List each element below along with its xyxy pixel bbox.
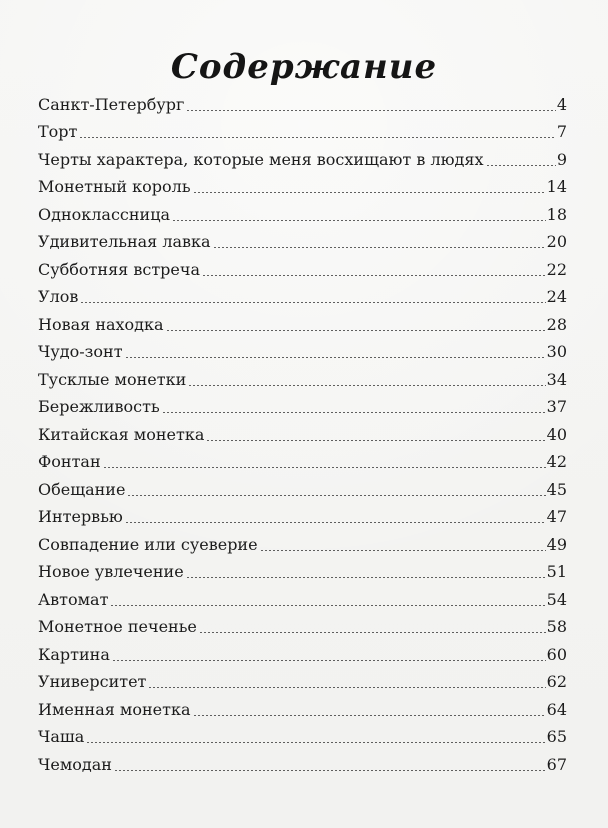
toc-entry xyxy=(38,142,567,170)
page-number: 42 xyxy=(546,452,567,471)
toc-entry xyxy=(38,692,567,720)
entry-title: Субботняя встреча xyxy=(38,259,200,279)
toc-entry xyxy=(38,720,567,748)
page-number: 64 xyxy=(546,699,567,719)
toc-list xyxy=(38,87,567,775)
entry-title: Новое увлечение xyxy=(38,562,184,581)
entry-title: Тусклые монетки xyxy=(38,369,187,389)
entry-title: Интервью xyxy=(38,507,123,526)
toc-entry xyxy=(38,445,567,473)
entry-title: Совпадение или суеверие xyxy=(38,534,258,554)
toc-entry xyxy=(38,307,567,335)
dot-leader xyxy=(193,192,546,193)
toc-entry xyxy=(38,225,567,253)
dot-leader xyxy=(193,715,546,716)
toc-entry xyxy=(38,170,567,198)
entry-title: Чемодан xyxy=(38,754,112,774)
dot-leader xyxy=(166,330,546,331)
page-number: 9 xyxy=(556,149,567,169)
page-number: 47 xyxy=(546,507,567,526)
entry-title: Бережливость xyxy=(38,397,160,416)
entry-title: Обещание xyxy=(38,479,126,499)
dot-leader xyxy=(79,137,555,138)
entry-title: Одноклассница xyxy=(38,204,171,224)
toc-entry xyxy=(38,252,567,280)
page-number: 51 xyxy=(546,562,567,581)
page-number: 58 xyxy=(546,617,567,636)
toc-entry xyxy=(38,610,567,638)
dot-leader xyxy=(112,660,546,661)
dot-leader xyxy=(172,220,546,221)
entry-title: Фонтан xyxy=(38,452,101,471)
dot-leader xyxy=(199,632,546,633)
page-number: 40 xyxy=(546,424,567,444)
page-number: 34 xyxy=(546,369,567,389)
entry-title: Монетный король xyxy=(38,177,191,196)
entry-title: Монетное печенье xyxy=(38,617,197,636)
page-number: 14 xyxy=(546,177,567,196)
page-title: Содержание xyxy=(170,46,438,87)
dot-leader xyxy=(110,605,545,606)
dot-leader xyxy=(213,247,546,248)
page-number: 62 xyxy=(546,672,567,691)
dot-leader xyxy=(148,687,545,688)
dot-leader xyxy=(186,577,546,578)
page-number: 65 xyxy=(546,727,567,746)
page-number: 67 xyxy=(546,754,567,774)
dot-leader xyxy=(186,110,555,111)
dot-leader xyxy=(125,357,546,358)
page-number: 45 xyxy=(546,479,567,499)
entry-title: Торт xyxy=(38,122,78,141)
dot-leader xyxy=(486,165,556,166)
toc-entry xyxy=(38,500,567,528)
dot-leader xyxy=(86,742,545,743)
entry-title: Чудо-зонт xyxy=(38,342,123,361)
entry-title: Санкт-Петербург xyxy=(38,94,185,114)
page-number: 4 xyxy=(556,94,567,114)
toc-entry xyxy=(38,747,567,775)
entry-title: Чаша xyxy=(38,727,85,746)
dot-leader xyxy=(80,302,545,303)
entry-title: Именная монетка xyxy=(38,699,191,719)
page-number: 54 xyxy=(546,589,567,609)
page-number: 60 xyxy=(546,644,567,664)
dot-leader xyxy=(162,412,546,413)
page-number: 37 xyxy=(546,397,567,416)
entry-title: Картина xyxy=(38,644,110,664)
entry-title: Университет xyxy=(38,672,147,691)
page-number: 28 xyxy=(546,314,567,334)
page-number: 20 xyxy=(546,232,567,251)
page-number: 24 xyxy=(546,287,567,306)
entry-title: Китайская монетка xyxy=(38,424,205,444)
dot-leader xyxy=(188,385,545,386)
toc-entry xyxy=(38,555,567,583)
entry-title: Новая находка xyxy=(38,314,164,334)
toc-entry xyxy=(38,335,567,363)
page-number: 30 xyxy=(546,342,567,361)
page-number: 49 xyxy=(546,534,567,554)
dot-leader xyxy=(260,550,546,551)
toc-entry xyxy=(38,472,567,500)
dot-leader xyxy=(127,495,545,496)
toc-entry xyxy=(38,197,567,225)
toc-entry xyxy=(38,417,567,445)
entry-title: Удивительная лавка xyxy=(38,232,211,251)
dot-leader xyxy=(114,770,546,771)
dot-leader xyxy=(202,275,546,276)
toc-entry xyxy=(38,87,567,115)
entry-title: Черты характера, которые меня восхищают в людях xyxy=(38,149,484,169)
toc-entry xyxy=(38,362,567,390)
toc-entry xyxy=(38,637,567,665)
toc-entry xyxy=(38,280,567,308)
toc-entry xyxy=(38,527,567,555)
dot-leader xyxy=(125,522,546,523)
page-number: 18 xyxy=(546,204,567,224)
toc-entry xyxy=(38,582,567,610)
dot-leader xyxy=(206,440,545,441)
entry-title: Улов xyxy=(38,287,79,306)
toc-entry xyxy=(38,115,567,143)
entry-title: Автомат xyxy=(38,589,109,609)
toc-entry xyxy=(38,665,567,693)
toc-entry xyxy=(38,390,567,418)
dot-leader xyxy=(103,467,546,468)
page-number: 7 xyxy=(556,122,567,141)
page-number: 22 xyxy=(546,259,567,279)
